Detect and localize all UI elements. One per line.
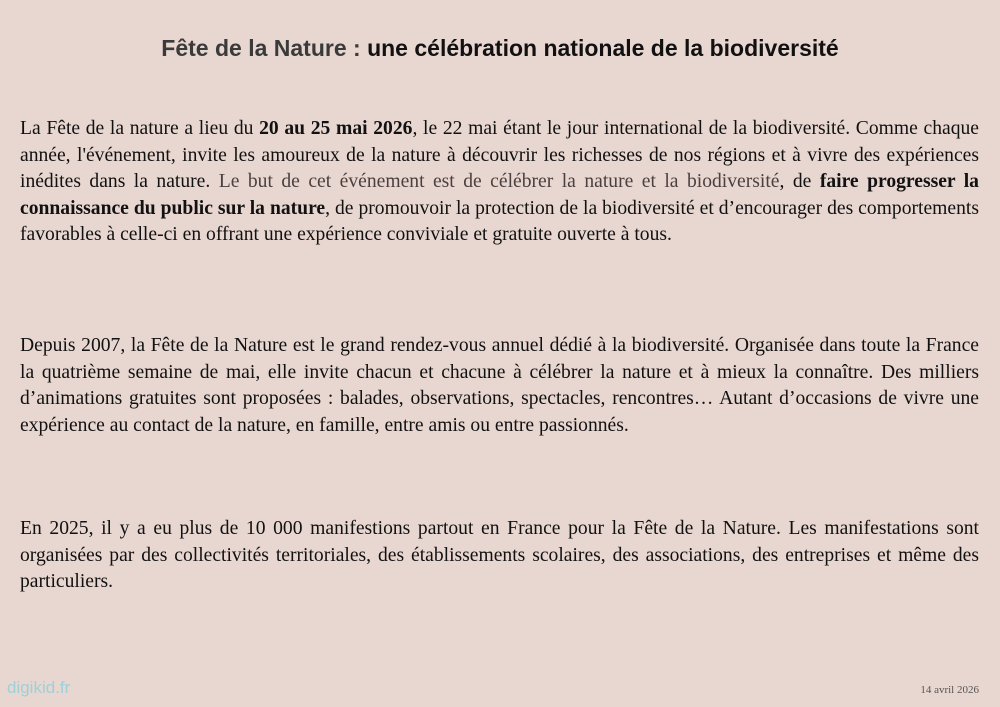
p1-dates: 20 au 25 mai 2026 <box>259 118 413 139</box>
p1-goal: Le but de cet événement est de célébrer la nature et la biodiversité <box>218 171 780 193</box>
site-watermark: digikid.fr <box>7 678 71 697</box>
title-prefix: Fête de la Nature : <box>161 35 368 61</box>
p1-text-b: , le 22 mai étant le jour international de la biodiversité. Comme chaque année, l'événement, invite les amoureux de la nature à découvrir les richesses de nos régions et à vivre des expériences inédites dans la nature. <box>20 118 979 193</box>
p1-text-c: , de <box>779 171 820 193</box>
paragraph-3: En 2025, il y a eu plus de 10 000 manifestions partout en France pour la Fête de la Nature. Les manifestations sont organisées par des collectivités territoriales, des établissements scolaires, des associations, des entreprises et même des particuliers. <box>20 518 979 593</box>
paragraph-1 <box>20 116 979 249</box>
p1-highlight: faire progresser la connaissance du public sur la nature <box>20 171 979 219</box>
p1-text-d: , de promouvoir la protection de la biodiversité et d’encourager des comportements favorables à celle-ci en offrant une expérience conviviale et gratuite ouverte à tous. <box>20 197 979 246</box>
paragraph-2: Depuis 2007, la Fête de la Nature est le grand rendez-vous annuel dédié à la biodiversité. Organisée dans toute la France la quatrième semaine de mai, elle invite chacun et chacune à célébrer la nature et à mieux la connaître. Des milliers d’animations gratuites sont proposées : balades, observations, spectacles, rencontres… Autant d’occasions de vivre une expérience au contact de la nature, en famille, entre amis ou entre passionnés. <box>20 335 979 436</box>
p1-text-a: La Fête de la nature a lieu du <box>20 118 260 139</box>
footer-date: 14 avril 2026 <box>920 684 979 696</box>
page-title <box>0 35 1000 62</box>
title-main: une célébration nationale de la biodiversité <box>367 35 839 61</box>
